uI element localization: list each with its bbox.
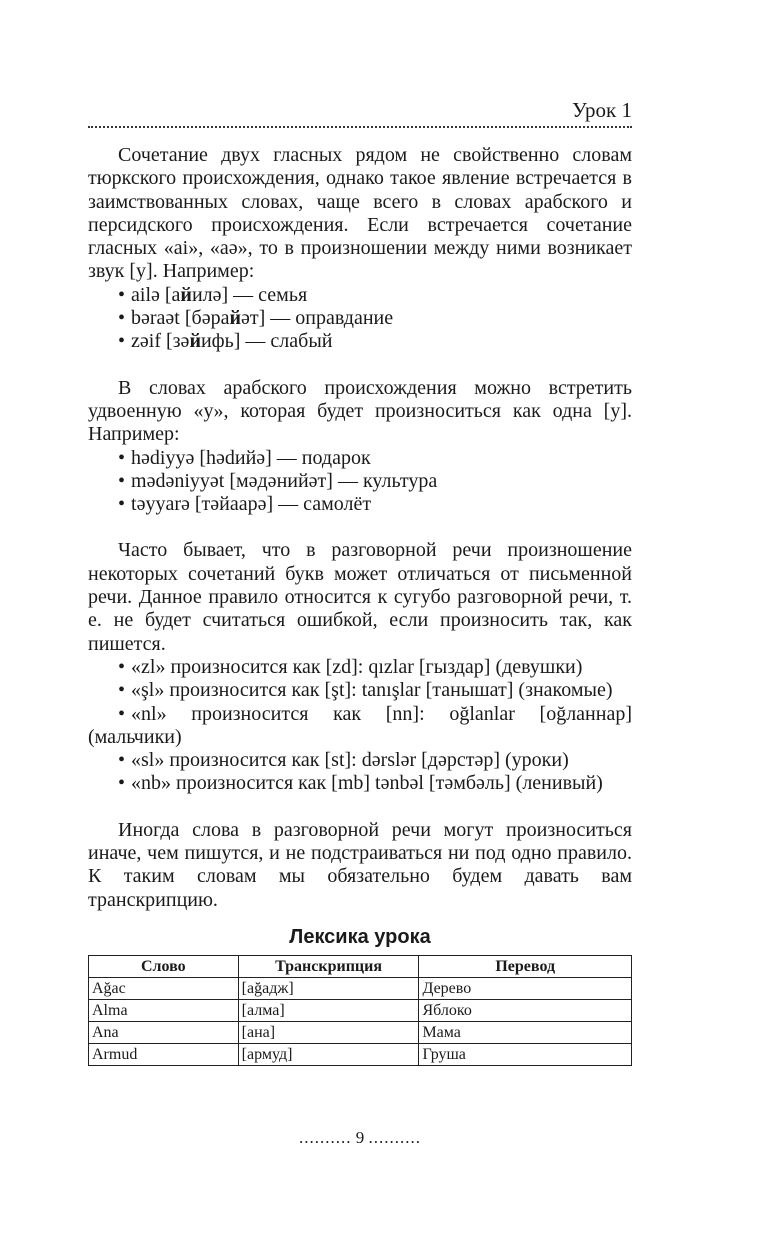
column-header: Слово <box>89 956 239 978</box>
lexicon-table <box>88 955 632 1066</box>
list-item: • «sl» произносится как [st]: dərslər [дəрстəр] (уроки) <box>118 749 569 772</box>
header-divider <box>88 126 632 128</box>
table-row <box>89 1000 632 1022</box>
example-list-2 <box>88 447 632 517</box>
table-cell: [ана] <box>238 1022 419 1044</box>
table-cell: Груша <box>419 1044 632 1066</box>
paragraph-colloquial: Часто бывает, что в разговорной речи произношение некоторых сочетаний букв может отличаться от письменной речи. Данное правило относится к сугубо разговорной речи, т. е. не будет считаться ошибкой, если произносить так, как пишется. <box>88 539 632 655</box>
list-item: • təyyarə [тəйаарə] — самолёт <box>118 493 372 516</box>
list-item: • bəraət [бəрайəт] — оправдание <box>118 307 394 330</box>
table-cell: Ana <box>89 1022 239 1044</box>
table-cell: Яблоко <box>419 1000 632 1022</box>
list-item: • ailə [айилə] — семья <box>118 283 308 306</box>
page-number: 9 <box>355 1128 365 1147</box>
list-item: • «zl» произносится как [zd]: qızlar [гыздар] (девушки) <box>118 655 583 678</box>
column-header: Транскрипция <box>238 956 419 978</box>
paragraph-double-y: В словах арабского происхождения можно встретить удвоенную «y», которая будет произноситься как одна [y]. Например: <box>88 376 632 446</box>
table-cell: Armud <box>89 1044 239 1066</box>
footer-dots-left: .......... <box>299 1128 352 1147</box>
table-cell: [ağадж] <box>238 978 419 1000</box>
table-cell: Дерево <box>419 978 632 1000</box>
table-row <box>89 1044 632 1066</box>
footer-dots-right: .......... <box>368 1128 421 1147</box>
table-row <box>89 978 632 1000</box>
example-list-3 <box>88 656 632 796</box>
paragraph-transcription-note: Иногда слова в разговорной речи могут произноситься иначе, чем пишутся, и не подстраиваться ни под одно правило. К таким словам мы обязательно будем давать вам транскрипцию. <box>88 818 632 911</box>
lesson-header: Урок 1 <box>572 98 632 122</box>
table-cell: Alma <box>89 1000 239 1022</box>
list-item: • «nl» произносится как [nn]: oğlanlar [oğланнар] (мальчики) <box>88 702 632 748</box>
page-content <box>88 144 632 1066</box>
table-row <box>89 1022 632 1044</box>
table-header-row <box>89 956 632 978</box>
column-header: Перевод <box>419 956 632 978</box>
table-cell: Мама <box>419 1022 632 1044</box>
paragraph-vowel-combinations: Сочетание двух гласных рядом не свойственно словам тюркского происхождения, однако такое явление встречается в заимствованных словах, чаще всего в словах арабского и персидского происхождения. Если встречается сочетание гласных «ai», «aə», то в произношении между ними возникает звук [y]. Например: <box>88 144 632 283</box>
lexicon-title: Лексика урока <box>289 925 431 948</box>
table-cell: [алма] <box>238 1000 419 1022</box>
list-item: • mədəniyyət [мəдəнийəт] — культура <box>118 469 438 492</box>
list-item: • hədiyyə [hədийə] — подарок <box>118 446 371 469</box>
table-cell: [армуд] <box>238 1044 419 1066</box>
table-cell: Ağac <box>89 978 239 1000</box>
example-list-1 <box>88 284 632 354</box>
list-item: • «nb» произносится как [mb] tənbəl [тəмбəль] (ленивый) <box>118 772 603 795</box>
page-footer <box>88 1128 632 1148</box>
list-item: • zəif [зəйифь] — слабый <box>118 330 333 353</box>
list-item: • «şl» произносится как [şt]: tanışlar [танышат] (знакомые) <box>118 679 613 702</box>
